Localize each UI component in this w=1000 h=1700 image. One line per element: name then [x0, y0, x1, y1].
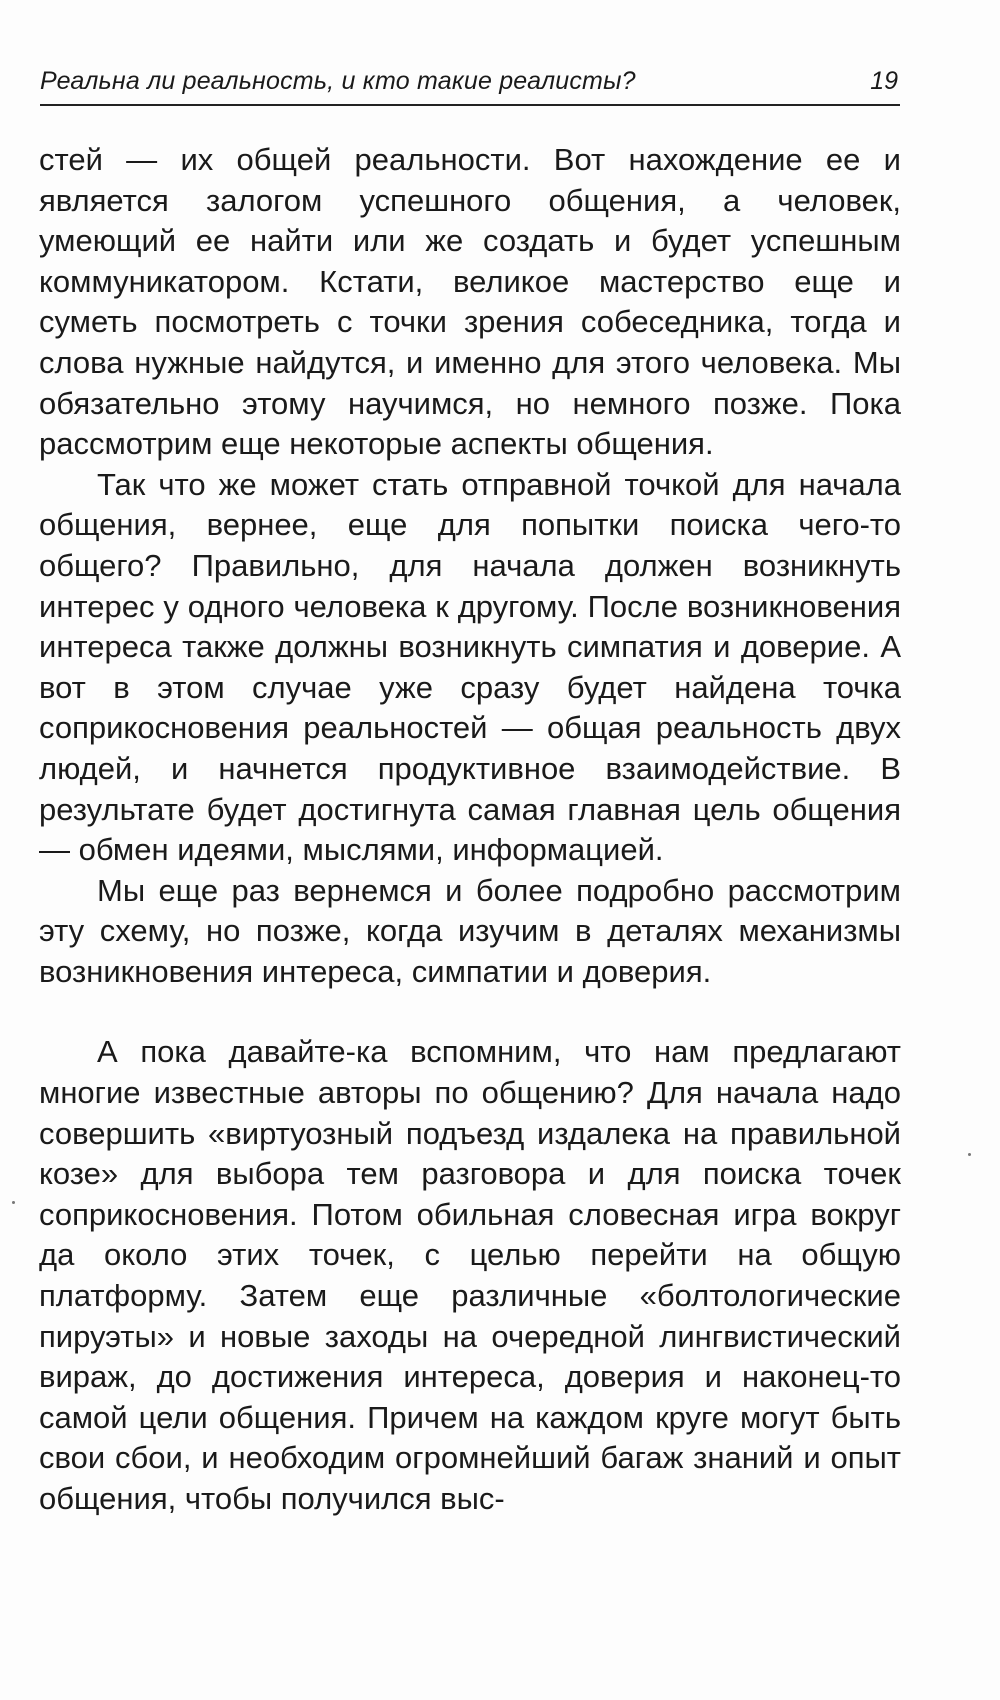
running-title: Реальна ли реальность, и кто такие реалисты?: [40, 67, 636, 95]
paragraph-continuation: стей — их общей реальности. Вот нахождение ее и является залогом успешного общения, а человек, умеющий ее найти или же создать и будет успешным коммуникатором. Кстати, великое мастерство еще и суметь посмотреть с точки зрения собеседника, тогда и слова нужные найдутся, и именно для этого человека. Мы обязательно этому научимся, но немного позже. Пока рассмотрим еще некоторые аспекты общения.: [39, 142, 901, 462]
body-text: [39, 140, 901, 1520]
paragraph: А пока давайте-ка вспомним, что нам предлагают многие известные авторы по общению? Для начала надо совершить «виртуозный подъезд издалека на правильной козе» для выбора тем разговора и для поиска точек соприкосновения. Потом обильная словесная игра вокруг да около этих точек, с целью перейти на общую платформу. Затем еще различные «болтологические пируэты» и новые заходы на очередной лингвистический вираж, до достижения интереса, доверия и наконец-то самой цели общения. Причем на каждом круге могут быть свои сбои, и необходим огромнейший багаж знаний и опыт общения, чтобы получился выс-: [39, 1034, 901, 1516]
running-header: [40, 67, 900, 106]
paragraph: Мы еще раз вернемся и более подробно рассмотрим эту схему, но позже, когда изучим в деталях механизмы возникновения интереса, симпатии и доверия.: [39, 872, 901, 989]
paragraph: Так что же может стать отправной точкой для начала общения, вернее, еще для попытки поиска чего-то общего? Правильно, для начала должен возникнуть интерес у одного человека к другому. После возникновения интереса также должны возникнуть симпатия и доверие. А вот в этом случае уже сразу будет найдена точка соприкосновения реальностей — общая реальность двух людей, и начнется продуктивное взаимодействие. В результате будет достигнута самая главная цель общения — обмен идеями, мыслями, информацией.: [39, 466, 901, 868]
page-number: 19: [870, 67, 898, 95]
scan-speck: [968, 1153, 971, 1156]
scan-speck: [12, 1201, 15, 1204]
section-break: [39, 992, 901, 1032]
